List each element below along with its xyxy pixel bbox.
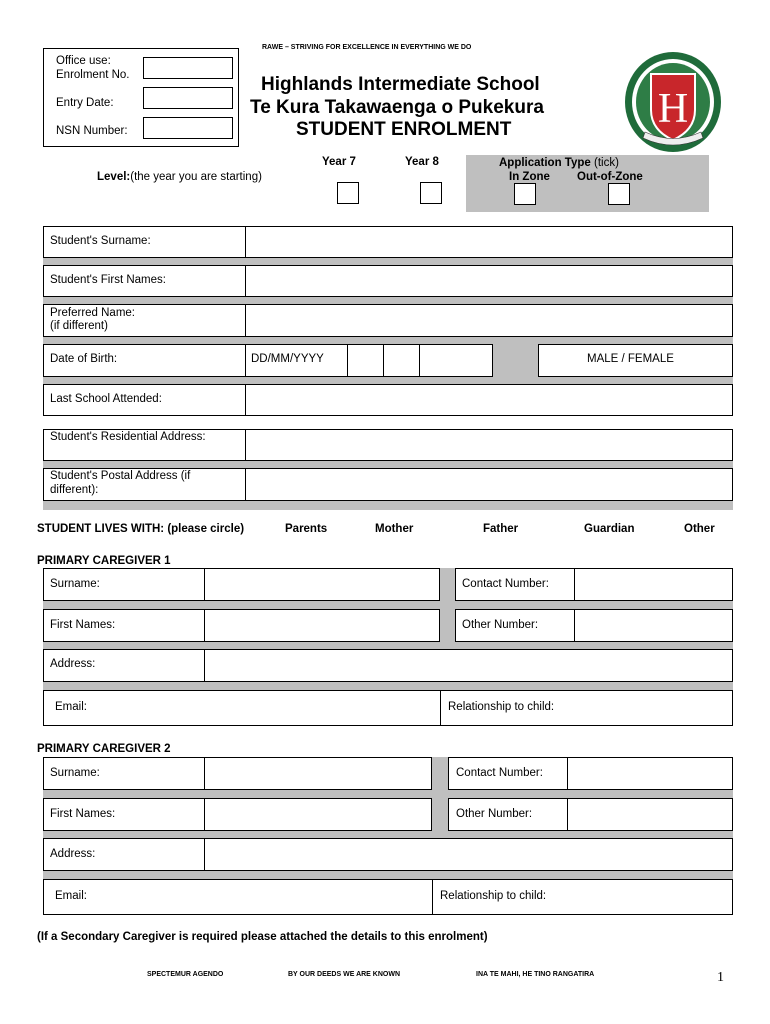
out-of-zone-label: Out-of-Zone bbox=[577, 171, 643, 183]
caregiver2-heading: PRIMARY CAREGIVER 2 bbox=[37, 743, 171, 755]
cg2-other-number-label: Other Number: bbox=[456, 808, 533, 820]
cg2-first-names-label: First Names: bbox=[50, 808, 116, 820]
application-type-rest: (tick) bbox=[590, 157, 619, 169]
year8-checkbox[interactable] bbox=[420, 182, 442, 204]
cg1-first-names-field[interactable] bbox=[204, 609, 440, 642]
in-zone-label: In Zone bbox=[509, 171, 550, 183]
cg1-email-label: Email: bbox=[55, 701, 87, 713]
student-surname-field[interactable] bbox=[245, 226, 733, 258]
school-crest-logo bbox=[623, 50, 723, 155]
year7-checkbox[interactable] bbox=[337, 182, 359, 204]
preferred-name-field[interactable] bbox=[245, 304, 733, 337]
lives-with-parents[interactable]: Parents bbox=[285, 523, 328, 535]
cg1-relationship-label: Relationship to child: bbox=[448, 701, 555, 713]
cg2-address-field[interactable] bbox=[204, 838, 733, 871]
secondary-caregiver-note: (If a Secondary Caregiver is required please attached the details to this enrolment) bbox=[37, 931, 488, 943]
cg1-contact-field[interactable] bbox=[574, 568, 733, 601]
level-label bbox=[97, 171, 262, 183]
cg2-first-names-field[interactable] bbox=[204, 798, 432, 831]
lives-with-father[interactable]: Father bbox=[483, 523, 519, 535]
enrolment-no-label: Enrolment No. bbox=[56, 69, 130, 81]
cg2-email-label: Email: bbox=[55, 890, 87, 902]
out-of-zone-checkbox[interactable] bbox=[608, 183, 630, 205]
lives-with-mother[interactable]: Mother bbox=[375, 523, 414, 535]
nsn-number-label: NSN Number: bbox=[56, 125, 128, 137]
last-school-label: Last School Attended: bbox=[50, 393, 162, 405]
nsn-number-field[interactable] bbox=[143, 117, 233, 139]
dob-day-field[interactable] bbox=[347, 344, 384, 377]
last-school-field[interactable] bbox=[245, 384, 733, 416]
student-first-names-field[interactable] bbox=[245, 265, 733, 297]
in-zone-checkbox[interactable] bbox=[514, 183, 536, 205]
cg2-surname-field[interactable] bbox=[204, 757, 432, 790]
cg1-other-number-label: Other Number: bbox=[462, 619, 539, 631]
cg2-contact-label: Contact Number: bbox=[456, 767, 543, 779]
cg1-contact-label: Contact Number: bbox=[462, 578, 549, 590]
lives-with-label: STUDENT LIVES WITH: (please circle) bbox=[37, 523, 245, 535]
student-first-names-label: Student's First Names: bbox=[50, 274, 166, 286]
entry-date-label: Entry Date: bbox=[56, 97, 114, 109]
dob-format-hint: DD/MM/YYYY bbox=[251, 353, 324, 365]
cg2-contact-field[interactable] bbox=[567, 757, 733, 790]
cg1-address-field[interactable] bbox=[204, 649, 733, 682]
footer-motto-latin: SPECTEMUR AGENDO bbox=[147, 971, 224, 978]
residential-address-label: Student's Residential Address: bbox=[50, 431, 206, 443]
gender-options: MALE / FEMALE bbox=[587, 353, 674, 365]
cg2-other-number-field[interactable] bbox=[567, 798, 733, 831]
lives-with-other[interactable]: Other bbox=[684, 523, 715, 535]
cg2-email-field[interactable] bbox=[43, 879, 433, 915]
cg1-surname-field[interactable] bbox=[204, 568, 440, 601]
enrolment-no-field[interactable] bbox=[143, 57, 233, 79]
cg2-address-label: Address: bbox=[50, 848, 96, 860]
date-of-birth-label: Date of Birth: bbox=[50, 353, 118, 365]
preferred-name-label: Preferred Name: bbox=[50, 307, 136, 319]
footer-motto-maori: INA TE MAHI, HE TINO RANGATIRA bbox=[476, 971, 595, 978]
school-maori-name: Te Kura Takawaenga o Pukekura bbox=[250, 97, 544, 118]
postal-address-label: Student's Postal Address (if bbox=[50, 470, 191, 482]
cg1-surname-label: Surname: bbox=[50, 578, 100, 590]
postal-address-sublabel: different): bbox=[50, 484, 99, 496]
page-number: 1 bbox=[717, 970, 724, 985]
dob-month-field[interactable] bbox=[383, 344, 420, 377]
preferred-name-sublabel: (if different) bbox=[50, 320, 108, 332]
cg2-relationship-label: Relationship to child: bbox=[440, 890, 547, 902]
footer-motto-english: BY OUR DEEDS WE ARE KNOWN bbox=[288, 971, 401, 978]
application-type-bold: Application Type bbox=[499, 157, 591, 169]
lives-with-guardian[interactable]: Guardian bbox=[584, 523, 635, 535]
postal-address-field[interactable] bbox=[245, 468, 733, 501]
table-spacer bbox=[43, 416, 733, 429]
crest-letter: H bbox=[657, 86, 689, 132]
cg2-surname-label: Surname: bbox=[50, 767, 100, 779]
cg1-email-field[interactable] bbox=[43, 690, 441, 726]
entry-date-field[interactable] bbox=[143, 87, 233, 109]
cg1-first-names-label: First Names: bbox=[50, 619, 116, 631]
level-label-bold: Level: bbox=[97, 171, 131, 183]
dob-year-field[interactable] bbox=[419, 344, 493, 377]
application-type-label bbox=[499, 157, 619, 169]
caregiver1-heading: PRIMARY CAREGIVER 1 bbox=[37, 555, 171, 567]
cg1-other-number-field[interactable] bbox=[574, 609, 733, 642]
school-name: Highlands Intermediate School bbox=[261, 74, 540, 95]
residential-address-field[interactable] bbox=[245, 429, 733, 461]
cg1-address-label: Address: bbox=[50, 658, 96, 670]
form-title: STUDENT ENROLMENT bbox=[296, 119, 512, 140]
school-motto: RAWE – STRIVING FOR EXCELLENCE IN EVERYTHING WE DO bbox=[262, 44, 472, 51]
office-use-label: Office use: bbox=[56, 55, 111, 67]
year8-label: Year 8 bbox=[405, 156, 439, 168]
level-label-rest: (the year you are starting) bbox=[130, 171, 262, 183]
student-surname-label: Student's Surname: bbox=[50, 235, 151, 247]
year7-label: Year 7 bbox=[322, 156, 356, 168]
